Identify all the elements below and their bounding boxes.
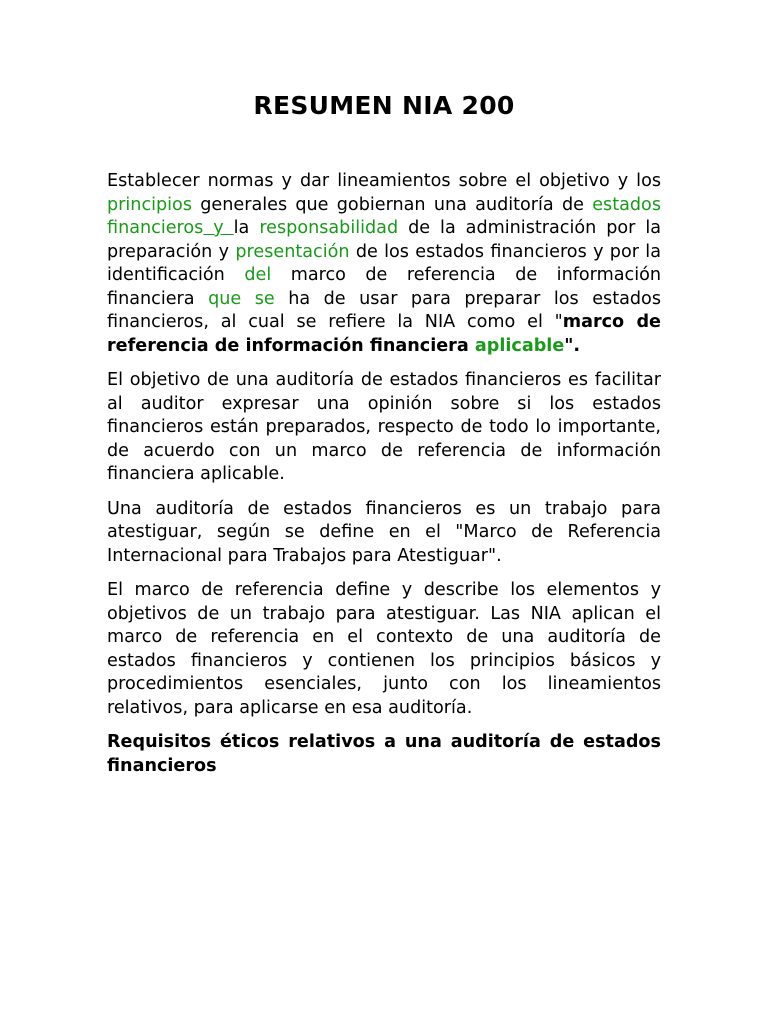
text-run: ". (564, 335, 581, 356)
highlighted-term: principios (107, 194, 192, 215)
paragraph-objective (107, 170, 661, 358)
highlighted-term: responsabilidad (259, 218, 399, 238)
document-title: RESUMEN NIA 200 (253, 91, 515, 120)
highlighted-term: estados financieros (107, 194, 661, 238)
highlighted-term: del (244, 265, 272, 285)
paragraph-framework: El marco de referencia define y describe los elementos y objetivos de un trabajo para atestiguar. Las NIA aplican el marco de referencia en el contexto de una auditoría de estados financieros y contienen los principios básicos y procedimientos esenciales, junto con los lineamientos relativos, para aplicarse en esa auditoría. (107, 580, 661, 718)
paragraph-attest-engagement: Una auditoría de estados financieros es un trabajo para atestiguar, según se define en el "Marco de Referencia Internacional para Trabajos para Atestiguar". (107, 498, 661, 566)
text-run: la (233, 218, 260, 238)
document-page (107, 0, 661, 778)
text-run: marco de referencia de información financiera (107, 265, 661, 309)
highlighted-term: presentación (235, 241, 350, 262)
bold-highlighted-term: aplicable (474, 335, 565, 356)
section-heading-ethics: Requisitos éticos relativos a una auditoría de estados financieros (107, 732, 661, 776)
paragraph-audit-objective: El objetivo de una auditoría de estados financieros es facilitar al auditor expresar una opinión sobre si los estados financieros están preparados, respecto de todo lo importante, de acuerdo con un marco de referencia de información financiera aplicable. (107, 370, 661, 484)
highlighted-term-underlined: y (203, 218, 234, 238)
text-run: generales que gobiernan una auditoría de (192, 194, 593, 215)
text-run: de la administración por la preparación y (107, 218, 662, 262)
bold-term: marco de referencia de información financiera (107, 312, 661, 356)
text-run: ha de usar para preparar los estados financieros, al cual se refiere la NIA como el " (107, 288, 661, 332)
text-run: Establecer normas y dar lineamientos sobre el objetivo y los (107, 171, 661, 191)
highlighted-term: que se (208, 288, 275, 309)
text-run: de los estados financieros y por la identificación (107, 241, 661, 285)
